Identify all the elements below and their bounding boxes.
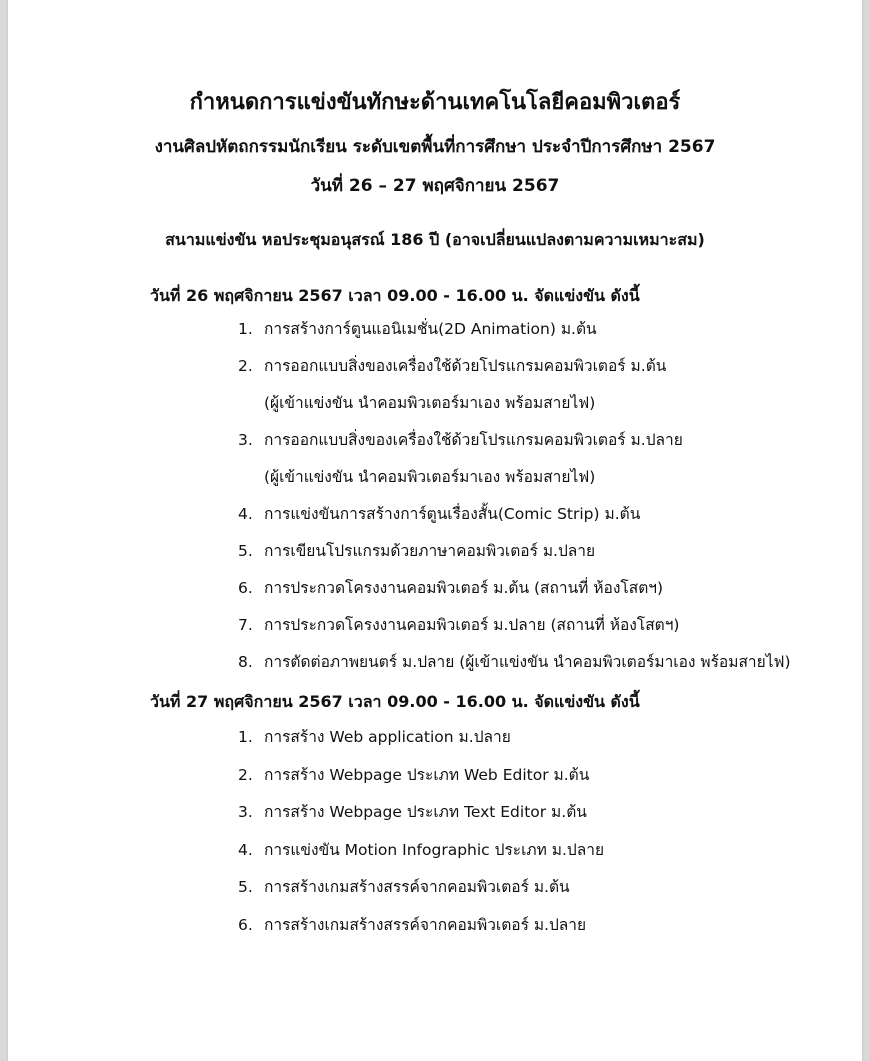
list-item <box>238 353 791 415</box>
item-text: การออกแบบสิ่งของเครื่องใช้ด้วยโปรแกรมคอมพิวเตอร์ ม.ปลาย <box>264 431 683 449</box>
list-item <box>238 501 791 526</box>
item-text: การสร้างเกมสร้างสรรค์จากคอมพิวเตอร์ ม.ต้น <box>264 878 570 896</box>
list-item <box>238 649 791 674</box>
item-number: 4. <box>238 505 253 523</box>
list-item <box>238 575 791 600</box>
item-number: 7. <box>238 616 253 634</box>
item-text: การสร้างการ์ตูนแอนิเมชั่น(2D Animation) ม.ต้น <box>264 320 597 338</box>
item-text: การสร้าง Web application ม.ปลาย <box>264 728 511 746</box>
item-number: 1. <box>238 728 253 746</box>
list-item <box>238 837 604 862</box>
item-text: การประกวดโครงงานคอมพิวเตอร์ ม.ต้น (สถานที่ ห้องโสตฯ) <box>264 579 664 597</box>
item-text: การสร้างเกมสร้างสรรค์จากคอมพิวเตอร์ ม.ปลาย <box>264 915 587 934</box>
document-subtitle: งานศิลปหัตถกรรมนักเรียน ระดับเขตพื้นที่การศึกษา ประจำปีการศึกษา 2567 <box>154 137 716 157</box>
item-number: 4. <box>238 840 253 859</box>
item-number: 6. <box>238 579 253 597</box>
day2-list <box>238 724 604 949</box>
item-text: การตัดต่อภาพยนตร์ ม.ปลาย (ผู้เข้าแข่งขัน นำคอมพิวเตอร์มาเอง พร้อมสายไฟ) <box>264 653 791 671</box>
item-number: 6. <box>238 915 253 934</box>
list-item <box>238 724 604 749</box>
list-item <box>238 427 791 489</box>
document-title: กำหนดการแข่งขันทักษะด้านเทคโนโลยีคอมพิวเตอร์ <box>189 90 681 115</box>
item-text: การเขียนโปรแกรมด้วยภาษาคอมพิวเตอร์ ม.ปลาย <box>264 542 596 560</box>
item-number: 2. <box>238 765 253 784</box>
list-item <box>238 912 604 937</box>
item-text: การแข่งขันการสร้างการ์ตูนเรื่องสั้น(Comic Strip) ม.ต้น <box>264 505 641 523</box>
item-number: 3. <box>238 431 253 449</box>
list-item <box>238 874 604 899</box>
item-number: 3. <box>238 803 253 821</box>
event-dates: วันที่ 26 – 27 พฤศจิกายน 2567 <box>310 176 560 196</box>
item-text: การสร้าง Webpage ประเภท Web Editor ม.ต้น <box>264 765 590 784</box>
item-note: (ผู้เข้าแข่งขัน นำคอมพิวเตอร์มาเอง พร้อมสายไฟ) <box>264 468 596 486</box>
item-text: การแข่งขัน Motion Infographic ประเภท ม.ปลาย <box>264 840 605 859</box>
venue-line: สนามแข่งขัน หอประชุมอนุสรณ์ 186 ปี (อาจเปลี่ยนแปลงตามความเหมาะสม) <box>165 230 705 249</box>
item-text: การประกวดโครงงานคอมพิวเตอร์ ม.ปลาย (สถานที่ ห้องโสตฯ) <box>264 616 680 634</box>
item-number: 8. <box>238 653 253 671</box>
day1-list <box>238 316 791 686</box>
list-item <box>238 799 604 824</box>
day2-heading: วันที่ 27 พฤศจิกายน 2567 เวลา 09.00 - 16.00 น. จัดแข่งขัน ดังนี้ <box>150 692 640 711</box>
day1-heading: วันที่ 26 พฤศจิกายน 2567 เวลา 09.00 - 16.00 น. จัดแข่งขัน ดังนี้ <box>150 286 640 305</box>
item-text: การออกแบบสิ่งของเครื่องใช้ด้วยโปรแกรมคอมพิวเตอร์ ม.ต้น <box>264 357 667 375</box>
list-item <box>238 762 604 787</box>
item-number: 1. <box>238 320 253 338</box>
list-item <box>238 316 791 341</box>
document-page <box>8 0 862 1061</box>
list-item <box>238 538 791 563</box>
item-number: 2. <box>238 357 253 375</box>
item-number: 5. <box>238 542 253 560</box>
list-item <box>238 612 791 637</box>
item-number: 5. <box>238 878 253 896</box>
item-note: (ผู้เข้าแข่งขัน นำคอมพิวเตอร์มาเอง พร้อมสายไฟ) <box>264 394 596 412</box>
item-text: การสร้าง Webpage ประเภท Text Editor ม.ต้น <box>264 803 587 821</box>
